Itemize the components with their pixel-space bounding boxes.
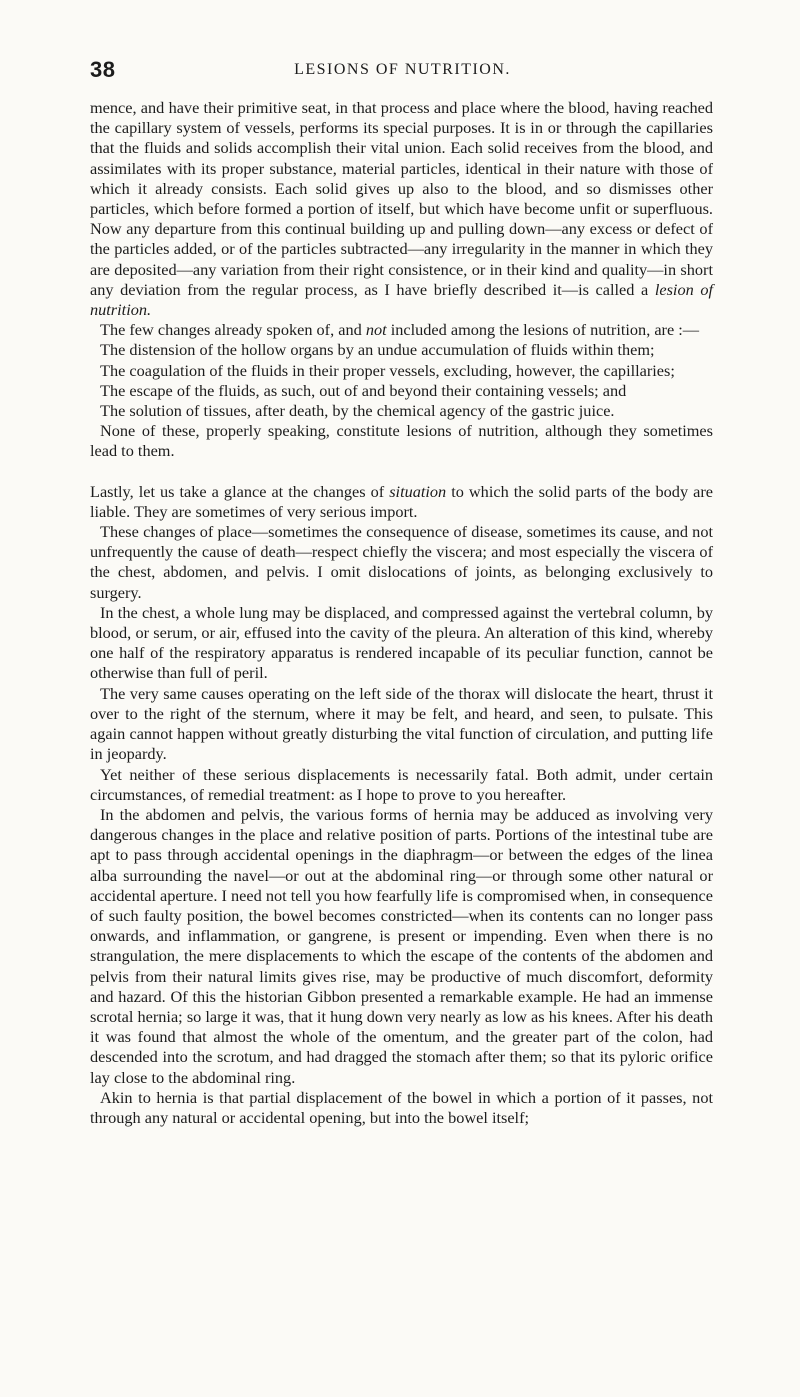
paragraph: Yet neither of these serious displacements is necessarily fatal. Both admit, under certain circumstances, of remedial treatment: as I hope to prove to you hereafter. xyxy=(90,764,713,804)
paragraph: The very same causes operating on the left side of the thorax will dislocate the heart, thrust it over to the right of the sternum, where it may be felt, and heard, and seen, to pulsate. This again cannot happen without greatly disturbing the vital function of circulation, and putting life in jeopardy. xyxy=(90,683,713,764)
paragraph: None of these, properly speaking, constitute lesions of nutrition, although they sometimes lead to them. xyxy=(90,421,713,461)
paragraph: In the abdomen and pelvis, the various forms of hernia may be adduced as involving very dangerous changes in the place and relative position of parts. Portions of the intestinal tube are apt to pass through accidental openings in the diaphragm—or between the edges of the linea alba surrounding the navel—or out at the abdominal ring—or through some other natural or accidental aperture. I need not tell you how fearfully life is compromised when, in consequence of such faulty position, the bowel becomes constricted—when its contents can no longer pass onwards, and inflammation, or gangrene, is present or impending. Even when there is no strangulation, the mere displacements to which the escape of the contents of the abdomen and pelvis from their natural limits gives rise, may be productive of much discomfort, deformity and hazard. Of this the historian Gibbon presented a remarkable example. He had an immense scrotal hernia; so large it was, that it hung down very nearly as low as his knees. After his death it was found that almost the whole of the omentum, and the greater part of the colon, had descended into the scrotum, and had dragged the stomach after them; so that its pyloric orifice lay close to the abdominal ring. xyxy=(90,804,713,1087)
paragraph: These changes of place—sometimes the consequence of disease, sometimes its cause, and not unfrequently the cause of death—respect chiefly the viscera; and most especially the viscera of the chest, abdomen, and pelvis. I omit dislocations of joints, as belonging exclusively to surgery. xyxy=(90,522,713,602)
paragraph: The distension of the hollow organs by an undue accumulation of fluids within them; xyxy=(100,340,655,360)
emphasis: not xyxy=(365,320,387,340)
emphasis: lesion of nutrition. xyxy=(90,279,713,320)
running-title: LESIONS OF NUTRITION. xyxy=(294,61,511,78)
page-number: 38 xyxy=(90,57,116,82)
paragraph: Akin to hernia is that partial displacement of the bowel in which a portion of it passes, not through any natural or accidental opening, but into the bowel itself; xyxy=(90,1087,713,1127)
paragraph: The solution of tissues, after death, by the chemical agency of the gastric juice. xyxy=(100,401,615,421)
body-text xyxy=(90,98,713,1128)
paragraph: The few changes already spoken of, and not included among the lesions of nutrition, are :— xyxy=(100,320,700,340)
paragraph: The escape of the fluids, as such, out of and beyond their containing vessels; and xyxy=(100,380,627,400)
paragraph: The coagulation of the fluids in their proper vessels, excluding, however, the capillaries; xyxy=(100,360,675,380)
page-header xyxy=(90,57,715,87)
emphasis: situation xyxy=(389,481,447,501)
paragraph: mence, and have their primitive seat, in that process and place where the blood, having reached the capillary system of vessels, performs its special purposes. It is in or through the capillaries that the fluids and solids accomplish their vital union. Each solid receives from the blood, and assimilates with its proper substance, material particles, identical in their nature with those of which it already consists. Each solid gives up also to the blood, and so dismisses other particles, which before formed a portion of itself, but which have become unfit or superfluous. Now any departure from this continual building up and pulling down—any excess or defect of the particles added, or of the particles subtracted—any irregularity in the manner in which they are deposited—any variation from their right consistence, or in their kind and quality—in short any deviation from the regular process, as I have briefly described it—is called a lesion of nutrition. xyxy=(90,98,713,320)
paragraph: Lastly, let us take a glance at the changes of situation to which the solid parts of the body are liable. They are sometimes of very serious import. xyxy=(90,481,713,521)
paragraph: In the chest, a whole lung may be displaced, and compressed against the vertebral column, by blood, or serum, or air, effused into the cavity of the pleura. An alteration of this kind, whereby one half of the respiratory apparatus is rendered incapable of its peculiar function, cannot be otherwise than full of peril. xyxy=(90,602,713,683)
